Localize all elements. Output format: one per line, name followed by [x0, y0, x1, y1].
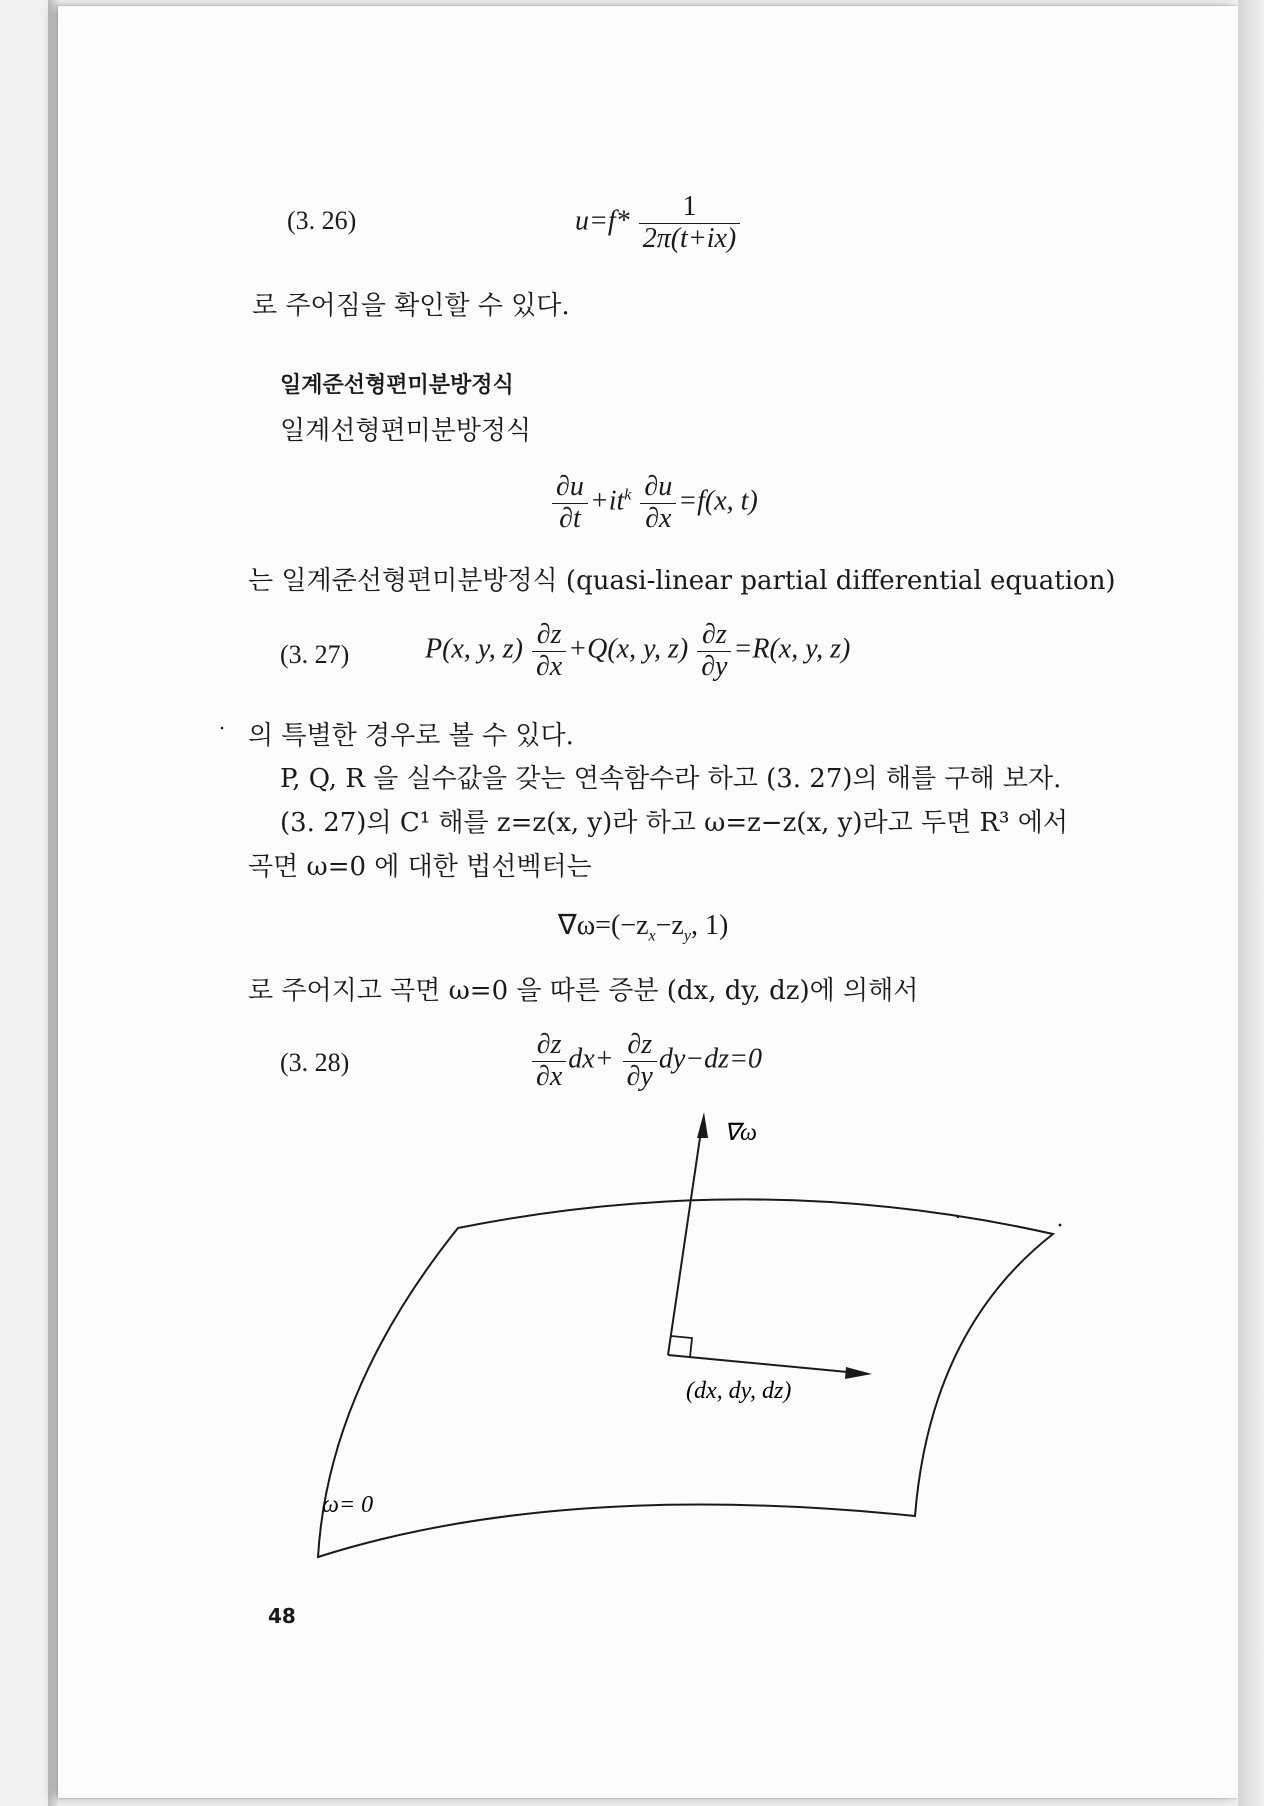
eq327-q: +Q(x, y, z) [568, 633, 689, 665]
eq328-dz-1: ∂z [532, 1030, 566, 1062]
text-line-8: 로 주어지고 곡면 ω=0 을 따른 증분 (dx, dy, dz)에 의해서 [248, 976, 919, 1006]
speck-2 [1059, 1224, 1062, 1227]
eq326-numerator: 1 [639, 192, 741, 224]
text-line-5: P, Q, R 을 실수값을 갖는 연속함수라 하고 (3. 27)의 해를 구해 보자. [280, 764, 1062, 794]
text-line-2: 일계선형편미분방정식 [280, 416, 532, 446]
eq327-r: =R(x, y, z) [733, 633, 851, 665]
normal-vector-line [668, 1124, 702, 1355]
speck-1 [957, 1216, 959, 1218]
eq328-dy: ∂y [626, 1060, 653, 1092]
text-line-1: 로 주어짐을 확인할 수 있다. [252, 291, 570, 321]
tangent-arrowhead-icon [845, 1367, 872, 1379]
normal-arrowhead-icon [697, 1112, 708, 1138]
eq326-denominator: 2π(t+ix) [642, 222, 737, 254]
pde-du: ∂u [552, 472, 588, 504]
eq328-rest: dy−dz=0 [658, 1043, 762, 1075]
grad-part-3: , 1) [690, 910, 729, 941]
grad-sub-x: x [648, 927, 656, 945]
pde-plus-it: +it [589, 485, 625, 517]
text-line-3: 는 일계준선형편미분방정식 (quasi-linear partial differential equation) [248, 566, 1116, 596]
tangent-label: (dx, dy, dz) [686, 1378, 792, 1404]
text-line-6: (3. 27)의 C¹ 해를 z=z(x, y)라 하고 ω=z−z(x, y)라고 두면 R³ 에서 [280, 808, 1068, 838]
pde-k: k [624, 486, 632, 504]
grad-sub-y: y [683, 927, 691, 945]
speck-3 [221, 727, 224, 730]
section-heading: 일계준선형편미분방정식 [280, 373, 514, 398]
equation-label-3-28: (3. 28) [280, 1048, 350, 1077]
text-line-4: 의 특별한 경우로 볼 수 있다. [248, 721, 574, 751]
surface-label: ω= 0 [322, 1492, 374, 1518]
eq327-dx: ∂x [535, 650, 563, 682]
eq328-dx-term: dx+ [568, 1043, 614, 1075]
grad-part-2: −z [655, 910, 684, 941]
equation-label-3-27: (3. 27) [280, 640, 350, 669]
eq327-p: P(x, y, z) [425, 633, 523, 665]
grad-part-1: ∇ω=(−z [558, 910, 649, 941]
eq327-dy: ∂y [701, 650, 728, 682]
pde-rhs: =f(x, t) [678, 485, 758, 517]
pde-du-2: ∂u [640, 472, 676, 504]
tangent-vector-line [668, 1355, 858, 1373]
right-angle-mark [671, 1336, 692, 1357]
text-line-7: 곡면 ω=0 에 대한 법선벡터는 [248, 852, 592, 882]
eq326-lhs: u=f* [575, 205, 630, 237]
eq328-dx: ∂x [536, 1060, 563, 1092]
eq328-dz-2: ∂z [623, 1030, 657, 1062]
eq327-dz-2: ∂z [697, 620, 731, 652]
pde-dx: ∂x [645, 502, 672, 534]
normal-label: ∇ω [724, 1120, 757, 1146]
pde-dt: ∂t [559, 502, 581, 534]
equation-label-3-26: (3. 26) [287, 206, 357, 235]
page-number: 48 [268, 1604, 296, 1628]
eq327-dz-1: ∂z [532, 620, 566, 652]
